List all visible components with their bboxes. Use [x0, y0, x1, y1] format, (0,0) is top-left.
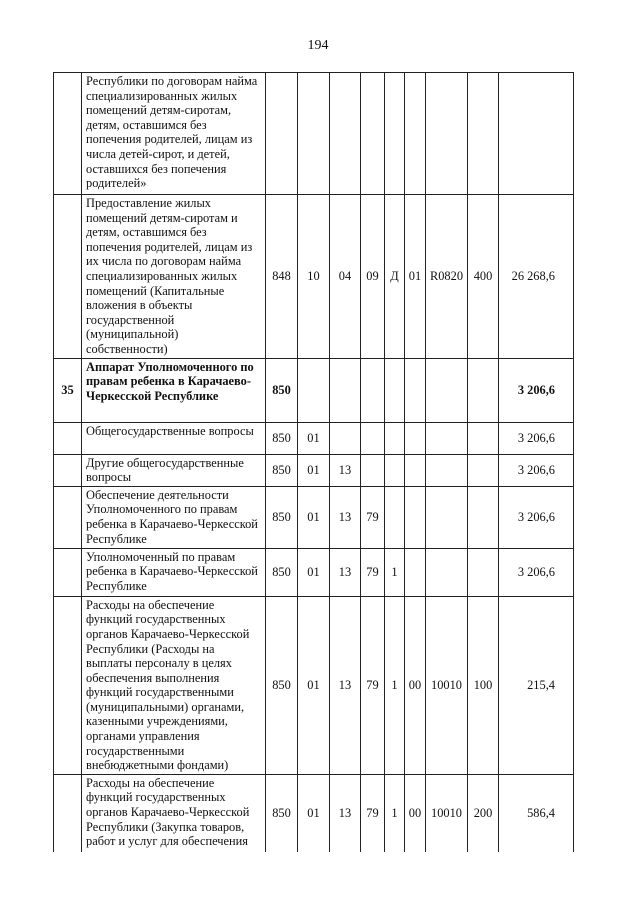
table-row: [54, 454, 574, 486]
code-subprogram: [385, 358, 405, 422]
code-expense-type: [468, 486, 499, 548]
code-event: [405, 358, 426, 422]
code-direction: [426, 422, 468, 454]
row-sum: 3 206,6: [499, 422, 574, 454]
row-name: Аппарат Уполномоченного по правам ребенка в Карачаево-Черкесской Республике: [82, 358, 266, 422]
code-direction: R0820: [426, 195, 468, 359]
row-name: Республики по договорам найма специализированных жилых помещений детям-сиротам, детям, оставшимся без попечения родителей, лицам из числа детей-сирот, и детей, оставшихся без попечения родителей»: [82, 73, 266, 195]
row-number: [54, 454, 82, 486]
row-name: Другие общегосударственные вопросы: [82, 454, 266, 486]
code-direction: [426, 486, 468, 548]
code-section: [298, 73, 330, 195]
code-ministry: 850: [266, 774, 298, 852]
table-row: [54, 774, 574, 852]
table-row: [54, 548, 574, 596]
code-subsection: 13: [330, 596, 361, 774]
code-subsection: [330, 422, 361, 454]
code-program: [361, 454, 385, 486]
code-expense-type: [468, 422, 499, 454]
row-number: [54, 774, 82, 852]
row-sum: 586,4: [499, 774, 574, 852]
code-ministry: 850: [266, 358, 298, 422]
code-event: [405, 454, 426, 486]
code-event: [405, 486, 426, 548]
code-direction: [426, 548, 468, 596]
row-sum: 215,4: [499, 596, 574, 774]
code-event: 00: [405, 596, 426, 774]
code-expense-type: [468, 73, 499, 195]
code-event: [405, 422, 426, 454]
row-name: Расходы на обеспечение функций государственных органов Карачаево-Черкесской Республики (Закупка товаров, работ и услуг для обеспечения: [82, 774, 266, 852]
code-ministry: 850: [266, 486, 298, 548]
code-subsection: [330, 73, 361, 195]
table-row: [54, 73, 574, 195]
code-expense-type: [468, 358, 499, 422]
code-program: [361, 358, 385, 422]
code-direction: 10010: [426, 596, 468, 774]
code-ministry: 850: [266, 548, 298, 596]
code-expense-type: 200: [468, 774, 499, 852]
code-subprogram: [385, 73, 405, 195]
code-subprogram: [385, 422, 405, 454]
code-program: 79: [361, 774, 385, 852]
code-ministry: [266, 73, 298, 195]
row-name: Обеспечение деятельности Уполномоченного по правам ребенка в Карачаево-Черкесской Республике: [82, 486, 266, 548]
code-subprogram: Д: [385, 195, 405, 359]
code-program: [361, 422, 385, 454]
code-direction: [426, 358, 468, 422]
code-subprogram: 1: [385, 548, 405, 596]
code-event: [405, 73, 426, 195]
code-expense-type: 400: [468, 195, 499, 359]
code-program: 79: [361, 596, 385, 774]
code-ministry: 850: [266, 454, 298, 486]
code-subsection: 13: [330, 486, 361, 548]
code-section: [298, 358, 330, 422]
row-sum: 26 268,6: [499, 195, 574, 359]
page-number: 194: [307, 38, 329, 53]
code-subsection: 04: [330, 195, 361, 359]
code-event: 01: [405, 195, 426, 359]
code-section: 01: [298, 774, 330, 852]
row-number: [54, 596, 82, 774]
row-name: Уполномоченный по правам ребенка в Карачаево-Черкесской Республике: [82, 548, 266, 596]
row-name: Общегосударственные вопросы: [82, 422, 266, 454]
row-number: 35: [54, 358, 82, 422]
code-section: 01: [298, 548, 330, 596]
code-event: 00: [405, 774, 426, 852]
code-program: [361, 73, 385, 195]
row-sum: 3 206,6: [499, 548, 574, 596]
code-program: 79: [361, 548, 385, 596]
code-section: 10: [298, 195, 330, 359]
table-row: [54, 358, 574, 422]
row-name: Предоставление жилых помещений детям-сиротам и детям, оставшимся без попечения родителей, лицам из их числа по договорам найма специализированных жилых помещений (Капитальные вложения в объекты государственной (муниципальной) собственности): [82, 195, 266, 359]
code-subsection: 13: [330, 548, 361, 596]
code-section: 01: [298, 454, 330, 486]
code-subprogram: 1: [385, 774, 405, 852]
code-subsection: 13: [330, 774, 361, 852]
table-row: [54, 195, 574, 359]
code-section: 01: [298, 422, 330, 454]
row-sum: 3 206,6: [499, 486, 574, 548]
code-section: 01: [298, 596, 330, 774]
code-subprogram: [385, 486, 405, 548]
row-name: Расходы на обеспечение функций государственных органов Карачаево-Черкесской Республики (Расходы на выплаты персоналу в целях обеспечения выполнения функций государственными (муниципальными) органами, казенными учреждениями, органами управления государственными внебюджетными фондами): [82, 596, 266, 774]
code-direction: [426, 454, 468, 486]
code-subprogram: [385, 454, 405, 486]
table-row: [54, 422, 574, 454]
budget-table: [53, 72, 574, 852]
row-sum: 3 206,6: [499, 454, 574, 486]
code-expense-type: [468, 454, 499, 486]
code-ministry: 850: [266, 596, 298, 774]
row-sum: [499, 73, 574, 195]
row-number: [54, 486, 82, 548]
row-sum: 3 206,6: [499, 358, 574, 422]
table-row: [54, 486, 574, 548]
code-section: 01: [298, 486, 330, 548]
code-ministry: 850: [266, 422, 298, 454]
code-direction: [426, 73, 468, 195]
code-program: 79: [361, 486, 385, 548]
code-direction: 10010: [426, 774, 468, 852]
code-subsection: 13: [330, 454, 361, 486]
code-subprogram: 1: [385, 596, 405, 774]
code-subsection: [330, 358, 361, 422]
code-expense-type: 100: [468, 596, 499, 774]
row-number: [54, 195, 82, 359]
row-number: [54, 422, 82, 454]
code-event: [405, 548, 426, 596]
table-row: [54, 596, 574, 774]
code-ministry: 848: [266, 195, 298, 359]
code-expense-type: [468, 548, 499, 596]
row-number: [54, 73, 82, 195]
row-number: [54, 548, 82, 596]
code-program: 09: [361, 195, 385, 359]
